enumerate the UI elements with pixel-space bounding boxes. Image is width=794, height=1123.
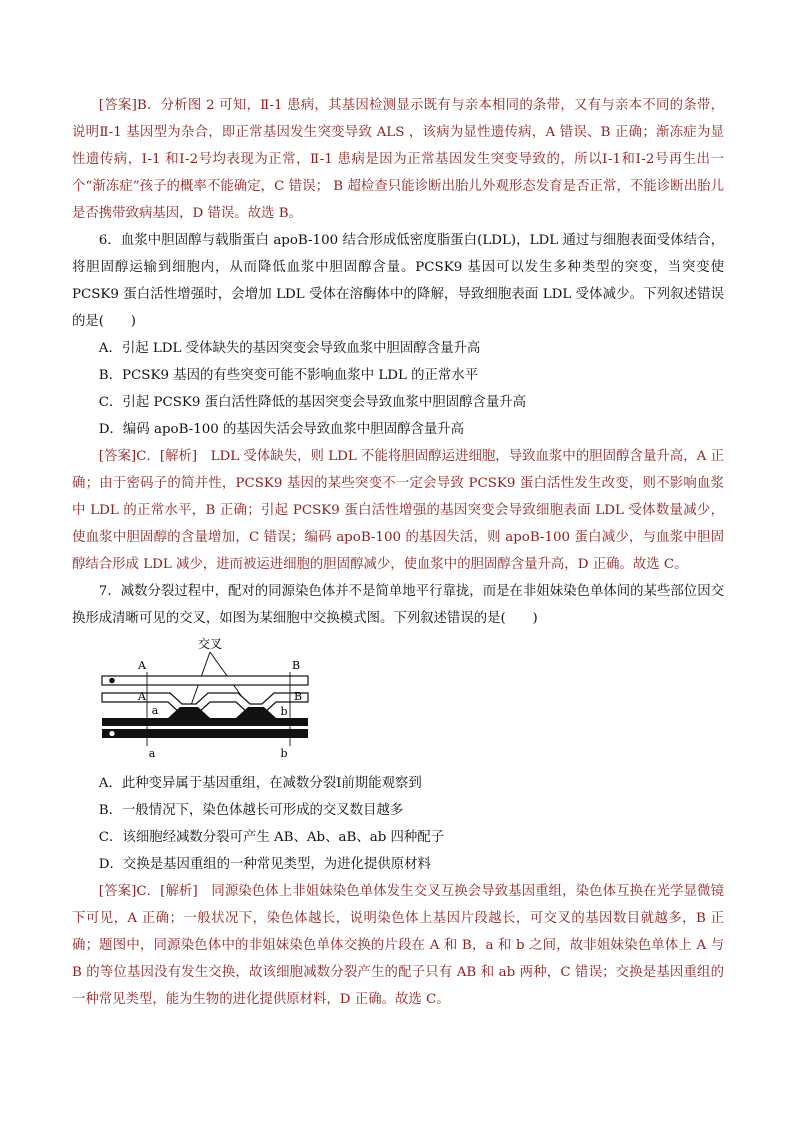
- chromatid-white-1: [102, 676, 308, 685]
- chromatid-white-2: [102, 693, 308, 713]
- chromosome-crossover-svg: [100, 634, 330, 764]
- label-b-middle: b: [280, 705, 288, 718]
- label-A-bottom: A: [138, 690, 146, 703]
- chromatid-black-2: [102, 729, 308, 738]
- centromere-white: [109, 678, 115, 684]
- label-a-top: a: [151, 704, 159, 717]
- q7-option-d: D．交换是基因重组的一种常见类型，为进化提供原材料: [98, 857, 431, 872]
- q7-option-a: A．此种变异属于基因重组，在减数分裂Ⅰ前期能观察到: [98, 776, 422, 791]
- answer-q6: [答案]C．[解析] LDL 受体缺失，则 LDL 不能将胆固醇运进细胞，导致血浆中的胆固醇含量升高，A 正确；由于密码子的简并性，PCSK9 基因的某些突变不一定会导致 PCSK9 蛋白活性发生改变，则不影响血浆中 LDL 的正常水平，B 正确；引起 PCSK9 蛋白活性增强的基因突变会导致细胞表面 LDL 受体数量减少，使血浆中胆固醇的含量增加，C 错误；编码 apoB-100 的基因失活，则 apoB-100 蛋白减少，与血浆中胆固醇结合形成 LDL 减少，进而被运进细胞的胆固醇减少，使血浆中的胆固醇含量升高，D 正确。故选 C。: [72, 449, 724, 572]
- q6-option-c: C．引起 PCSK9 蛋白活性降低的基因突变会导致血浆中胆固醇含量升高: [98, 395, 527, 410]
- question-7-stem: 7．减数分裂过程中，配对的同源染色体并不是简单地平行靠拢，而是在非姐妹染色单体间的某些部位因交换形成清晰可见的交叉，如图为某细胞中交换模式图。下列叙述错误的是( ): [72, 584, 724, 626]
- q6-option-d: D．编码 apoB-100 的基因失活会导致血浆中胆固醇含量升高: [98, 422, 465, 437]
- label-a-bottom: a: [148, 747, 156, 760]
- answer-q7: [答案]C．[解析] 同源染色体上非姐妹染色单体发生交叉互换会导致基因重组，染色体互换在光学显微镜下可见，A 正确；一般状况下，染色体越长，说明染色体上基因片段越长，可交叉的基因数目就越多，B 正确；题图中，同源染色体中的非姐妹染色单体交换的片段在 A 和 B，a 和 b 之间，故非姐妹染色单体上 A 与 B 的等位基因没有发生交换，故该细胞减数分裂产生的配子只有 AB 和 ab 两种，C 错误；交换是基因重组的一种常见类型，能为生物的进化提供原材料，D 正确。故选 C。: [72, 884, 724, 1007]
- chromatid-black-1: [102, 707, 308, 726]
- q6-option-b: B．PCSK9 基因的有些突变可能不影响血浆中 LDL 的正常水平: [98, 368, 479, 383]
- question-6-stem: 6．血浆中胆固醇与载脂蛋白 apoB-100 结合形成低密度脂蛋白(LDL)，LDL 通过与细胞表面受体结合，将胆固醇运输到细胞内，从而降低血浆中胆固醇含量。PCSK9 基因可以发生多种类型的突变，当突变使PCSK9 蛋白活性增强时，会增加 LDL 受体在溶酶体中的降解，导致细胞表面 LDL 受体减少。下列叙述错误的是( ): [72, 233, 724, 329]
- label-A-top: A: [138, 659, 146, 672]
- crossover-diagram: [72, 634, 724, 766]
- q7-option-b: B．一般情况下，染色体越长可形成的交叉数目越多: [98, 803, 404, 818]
- q7-option-c: C．该细胞经减数分裂可产生 AB、Ab、aB、ab 四种配子: [98, 830, 445, 845]
- label-B-top: B: [291, 659, 301, 672]
- label-B-middle: B: [293, 690, 303, 703]
- q6-option-a: A．引起 LDL 受体缺失的基因突变会导致血浆中胆固醇含量升高: [98, 341, 481, 356]
- centromere-black: [109, 731, 114, 736]
- crossover-label: 交叉: [197, 637, 223, 651]
- label-b-bottom: b: [280, 747, 288, 760]
- answer-q5: [答案]B．分析图 2 可知，Ⅱ-1 患病，其基因检测显示既有与亲本相同的条带，又有与亲本不同的条带，说明Ⅱ-1 基因型为杂合，即正常基因发生突变导致 ALS ，该病为显性遗传病，A 错误、B 正确；渐冻症为显性遗传病，Ⅰ-1 和Ⅰ-2号均表现为正常，Ⅱ-1 患病是因为正常基因发生突变导致的，所以Ⅰ-1和Ⅰ-2号再生出一个“渐冻症”孩子的概率不能确定，C 错误； B 超检查只能诊断出胎儿外观形态发育是否正常，不能诊断出胎儿是否携带致病基因，D 错误。故选 B。: [72, 98, 724, 221]
- content-column: [72, 92, 724, 1013]
